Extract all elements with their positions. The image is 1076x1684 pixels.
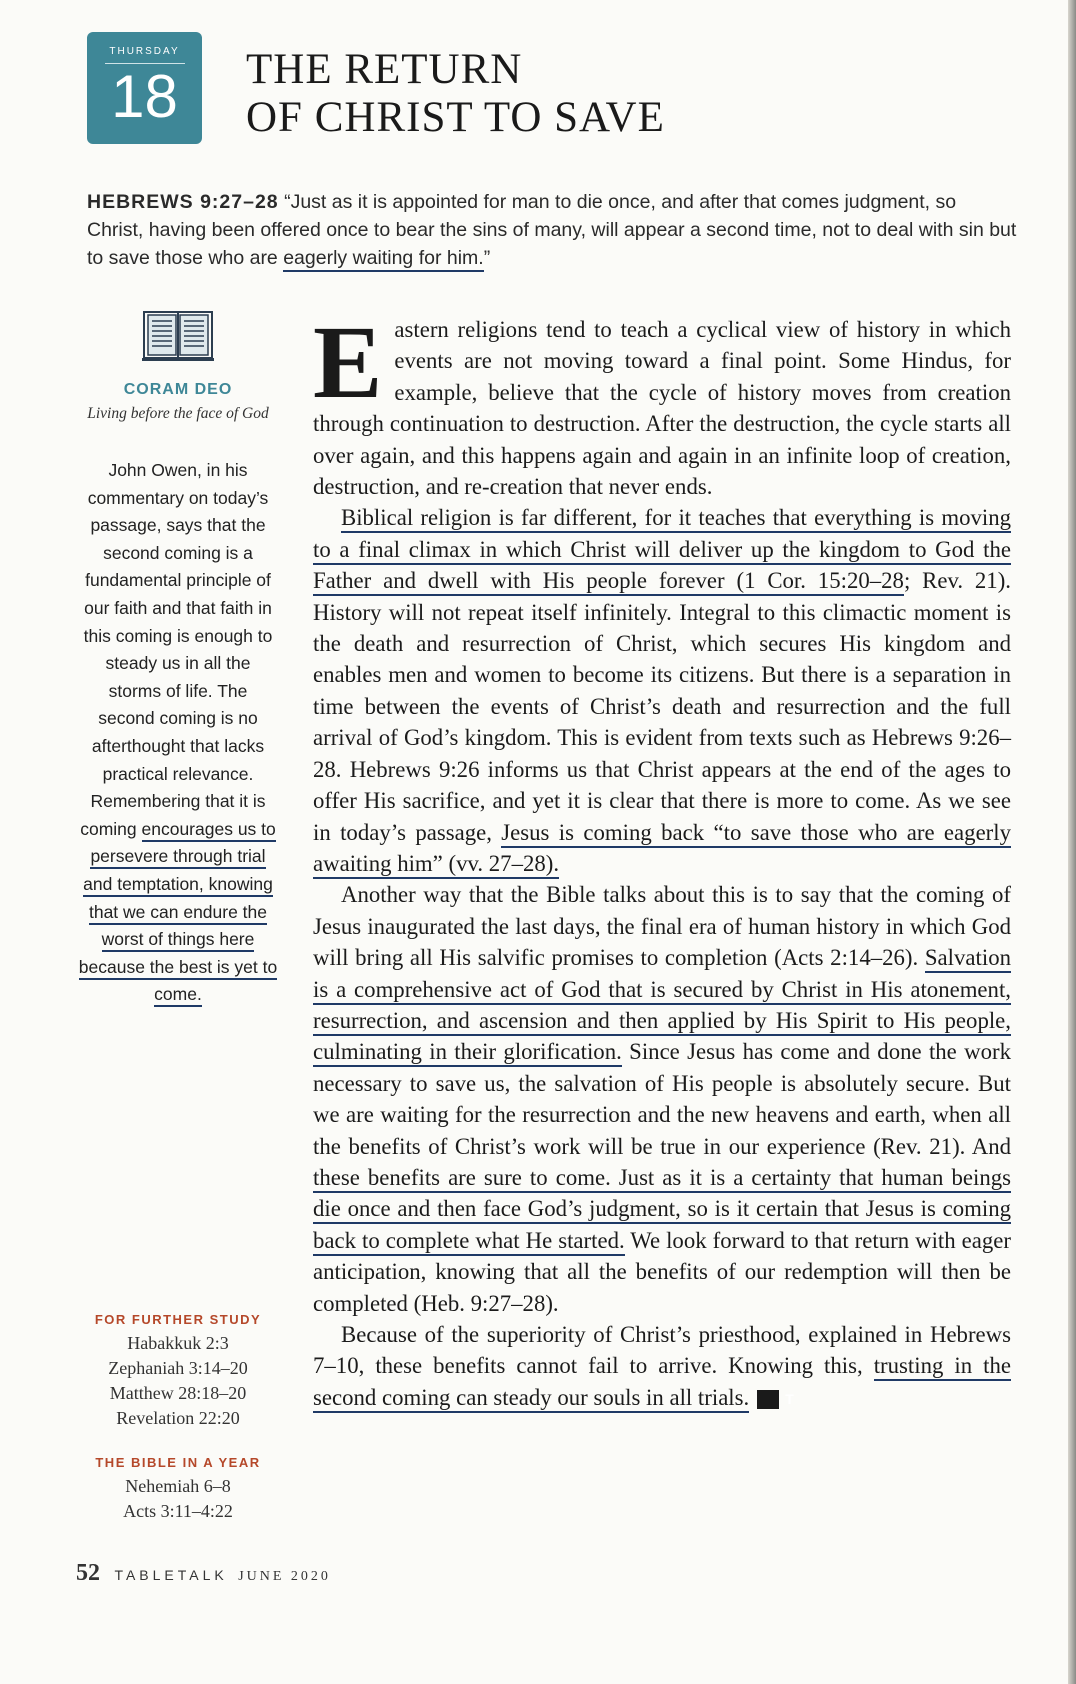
bible-ref: Nehemiah 6–8	[125, 1476, 231, 1496]
coram-body-text: John Owen, in his commentary on today’s passage, says that the second coming is a fundamental principle of our faith and that faith in this coming is enough to steady us in all the storms of life. The second coming is no afterthought that lacks practical relevance. Remembering that it is coming	[80, 460, 273, 839]
p3-text-c: We look forward to that return with eager anticipation, knowing that all the benefits of our redemption will then be completed (Heb. 9:27–28).	[313, 1227, 1011, 1316]
further-study-heading: FOR FURTHER STUDY	[94, 1312, 262, 1327]
bible-ref: Acts 3:11–4:22	[123, 1501, 233, 1521]
page-footer	[76, 1560, 331, 1587]
p2-text: ; Rev. 21). History will not repeat itself infinitely. Integral to this climactic moment is the death and resurrection of Christ, which secures His kingdom and enables men and women to become its citizens. But there is a separation in time between the events of Christ’s death and resurrection and the full arrival of God’s kingdom. This is evident from texts such as Hebrews 9:26–28. Hebrews 9:26 informs us that Christ appears at the end of the ages to offer His sacrifice, and yet it is clear that there is more to come. As we see in today’s passage,	[313, 568, 1011, 845]
p1-text: astern religions tend to teach a cyclical view of history in which events are not moving toward a final point. Some Hindus, for example, believe that the cycle of history moves from creation through continuation to destruction. After the destruction, the cycle starts all over again, and this happens again and again in an infinite loop of creation, destruction, and re-creation that never ends.	[313, 317, 1011, 500]
p2-underlined-2: Jesus is coming back “to save those who are eagerly awaiting him” (vv. 27–28).	[313, 820, 1011, 879]
p4-underlined: trusting in the second coming can steady our souls in all trials.	[313, 1353, 1011, 1412]
bible-in-a-year-refs	[78, 1474, 278, 1524]
date-badge	[87, 32, 202, 144]
p3-text-a: Another way that the Bible talks about this is to say that the coming of Jesus inaugurated the last days, the final era of human history in which God will bring all His salvific promises to completion (Acts 2:14–26).	[313, 882, 1011, 971]
coram-deo-subheading: Living before the face of God	[87, 405, 269, 422]
paragraph-2	[313, 502, 1011, 879]
article-body	[313, 305, 1012, 1413]
coram-deo-body	[78, 457, 278, 1009]
further-ref: Matthew 28:18–20	[109, 1383, 247, 1403]
open-book-icon	[140, 310, 216, 362]
p2-underlined-1: Biblical religion is far different, for it teaches that everything is moving to a final climax in which Christ will deliver up the kingdom to God the Father and dwell with His people forever (1 Cor. 15:20–28	[313, 505, 1011, 596]
coram-deo-heading: CORAM DEO	[123, 381, 233, 398]
page-edge	[1068, 0, 1076, 1684]
scripture-close: ”	[483, 247, 491, 269]
title-line-1: THE RETURN	[246, 46, 523, 93]
bible-in-a-year-heading: THE BIBLE IN A YEAR	[95, 1455, 261, 1470]
drop-cap: E	[313, 305, 383, 420]
further-ref: Zephaniah 3:14–20	[108, 1358, 248, 1378]
further-study-refs	[78, 1331, 278, 1431]
further-study	[78, 1312, 278, 1431]
scripture-passage	[87, 188, 1017, 272]
p4-text: Because of the superiority of Christ’s priesthood, explained in Hebrews 7–10, these benefits cannot fail to arrive. Knowing this,	[313, 1322, 1011, 1379]
page-number: 52	[76, 1560, 100, 1586]
day-label: THURSDAY	[109, 46, 180, 57]
scripture-text: “Just as it is appointed for man to die once, and after that comes judgment, so Christ, having been offered once to bear the sins of many, will appear a second time, not to deal with sin but to save those who are	[87, 191, 1017, 269]
further-ref: Revelation 22:20	[116, 1408, 240, 1428]
paragraph-4	[313, 1319, 1011, 1413]
end-mark-icon: T	[757, 1390, 779, 1409]
paragraph-3	[313, 879, 1011, 1319]
title-line-2: OF CHRIST TO SAVE	[246, 94, 665, 141]
further-ref: Habakkuk 2:3	[127, 1333, 229, 1353]
p3-underlined-2: these benefits are sure to come. Just as it is a certainty that human beings die once and then face God’s judgment, so is it certain that Jesus is coming back to complete what He started.	[313, 1165, 1011, 1256]
bible-in-a-year	[78, 1455, 278, 1524]
coram-body-underlined: encourages us to persevere through trial and temptation, knowing that we can endure the worst of things here because the best is yet to come.	[79, 819, 277, 1008]
issue-date: JUNE 2020	[238, 1569, 331, 1584]
p3-text-b: Since Jesus has come and done the work necessary to save us, the salvation of His people is absolutely secure. But we are waiting for the resurrection and the new heavens and earth, when all the benefits of Christ’s work will be true in our experience (Rev. 21). And	[313, 1039, 1011, 1159]
scripture-underlined: eagerly waiting for him.	[283, 247, 484, 272]
paragraph-1	[313, 305, 1011, 502]
date-number: 18	[111, 63, 178, 130]
p3-underlined-1: Salvation is a comprehensive act of God that is secured by Christ in His atonement, resurrection, and ascension and then applied by His Spirit to His people, culminating in their glorification.	[313, 945, 1011, 1067]
coram-deo-sidebar	[78, 310, 278, 1009]
page-title	[246, 46, 946, 142]
scripture-reference: HEBREWS 9:27–28	[87, 191, 279, 213]
magazine-name: TABLETALK	[114, 1567, 228, 1583]
